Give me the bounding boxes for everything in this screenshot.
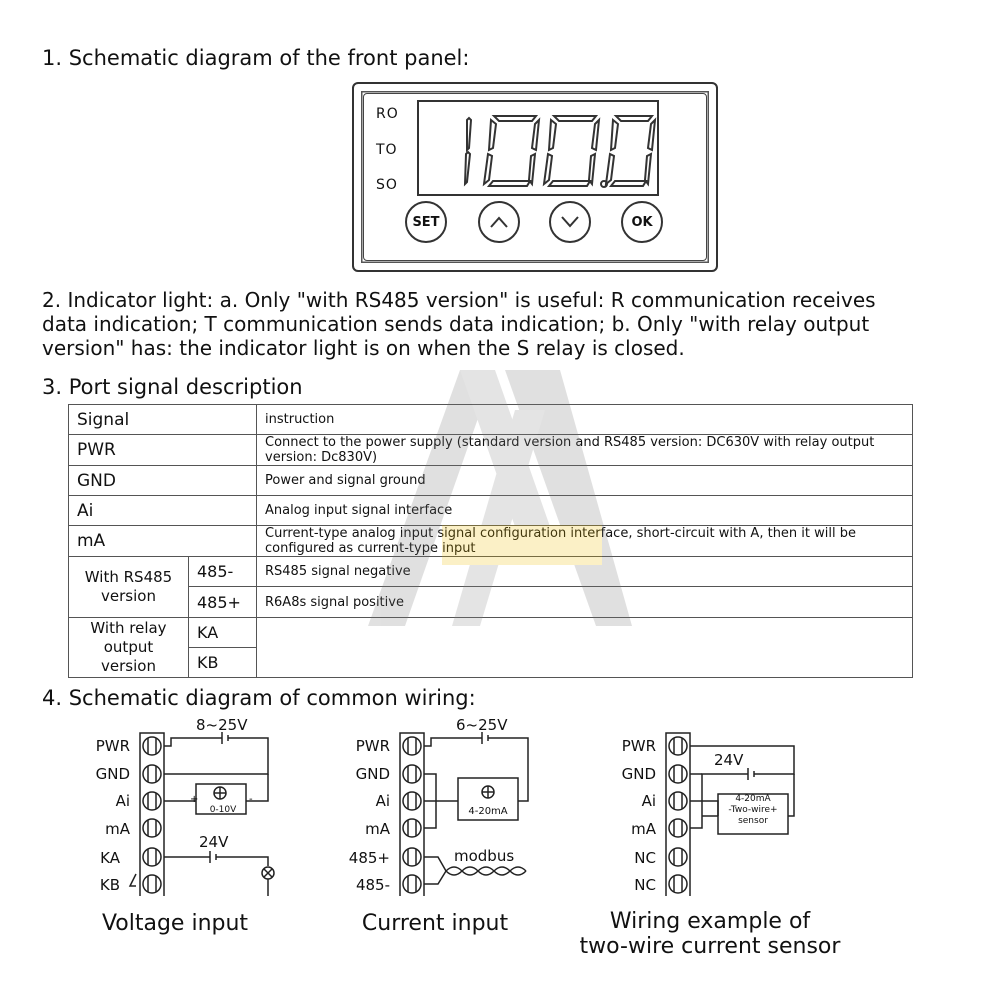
table-row xyxy=(69,435,913,466)
signal-cell: Ai xyxy=(69,496,257,526)
sensor-box-label xyxy=(718,794,788,827)
sub-signal-cell: 485+ xyxy=(189,587,257,618)
instruction-cell: Current-type analog input signal configuration interface, short-circuit with A, then it will be configured as current-type input xyxy=(257,526,913,557)
table-row xyxy=(69,496,913,526)
sensor-line: -Two-wire+ xyxy=(728,805,778,815)
svg-text:-: - xyxy=(249,794,253,805)
sub-signal-cell: KB xyxy=(189,648,257,678)
indicator-so: SO xyxy=(376,177,398,193)
terminal-label: KB xyxy=(99,876,120,894)
terminal-label: NC xyxy=(634,876,656,894)
bus-label: modbus xyxy=(454,847,515,865)
terminal-label: Ai xyxy=(375,792,390,810)
section2-line-1: 2. Indicator light: a. Only "with RS485 version" is useful: R communication receives xyxy=(42,288,876,312)
instruction-cell: R6A8s signal positive xyxy=(257,587,913,618)
wiring-current-input xyxy=(346,716,546,896)
table-row xyxy=(69,557,913,587)
terminal-label: KA xyxy=(100,849,120,867)
seven-segment-display xyxy=(419,102,657,194)
terminal-label: GND xyxy=(355,765,390,783)
down-button[interactable] xyxy=(549,201,591,243)
table-row xyxy=(69,587,913,618)
header-instruction: instruction xyxy=(257,405,913,435)
indicator-to: TO xyxy=(376,142,398,158)
terminal-label: mA xyxy=(631,820,656,838)
instruction-cell: Analog input signal interface xyxy=(257,496,913,526)
terminal-label: NC xyxy=(634,849,656,867)
instruction-cell xyxy=(257,618,913,678)
section1-heading: 1. Schematic diagram of the front panel: xyxy=(42,46,470,70)
header-signal: Signal xyxy=(69,405,257,435)
table-row xyxy=(69,618,913,648)
terminal-label: PWR xyxy=(355,737,390,755)
terminal-label: 485+ xyxy=(348,849,390,867)
port-signal-table xyxy=(68,404,913,678)
sensor-line: sensor xyxy=(738,816,768,826)
section2-line-3: version" has: the indicator light is on when the S relay is closed. xyxy=(42,336,685,360)
caption-line: Wiring example of xyxy=(609,909,811,934)
device-label: 4-20mA xyxy=(468,806,508,817)
supply-voltage-label: 24V xyxy=(714,751,744,769)
group-relay: With relay output version xyxy=(69,618,189,678)
table-row xyxy=(69,466,913,496)
section2-text xyxy=(42,288,982,360)
sub-signal-cell: KA xyxy=(189,618,257,648)
svg-text:+: + xyxy=(190,794,199,805)
indicator-ro: RO xyxy=(376,106,399,122)
signal-cell: PWR xyxy=(69,435,257,466)
caption-line: two-wire current sensor xyxy=(579,934,841,959)
terminal-label: PWR xyxy=(621,737,656,755)
ok-button[interactable]: OK xyxy=(621,201,663,243)
table-header-row xyxy=(69,405,913,435)
terminal-label: mA xyxy=(365,820,390,838)
device-label: 0-10V xyxy=(209,805,237,815)
terminal-label: mA xyxy=(105,820,130,838)
section3-heading: 3. Port signal description xyxy=(42,375,303,399)
instruction-cell: RS485 signal negative xyxy=(257,557,913,587)
terminal-label: PWR xyxy=(95,737,130,755)
caption-current-input: Current input xyxy=(361,911,509,936)
terminal-block-diagram xyxy=(86,716,286,896)
terminal-label: Ai xyxy=(641,792,656,810)
terminal-label: GND xyxy=(621,765,656,783)
wiring-two-wire-sensor xyxy=(612,716,812,896)
terminal-label: Ai xyxy=(115,792,130,810)
sub-signal-cell: 485- xyxy=(189,557,257,587)
table-row xyxy=(69,526,913,557)
caption-two-wire-sensor xyxy=(540,909,880,959)
signal-cell: GND xyxy=(69,466,257,496)
display-screen xyxy=(417,100,659,196)
section2-line-2: data indication; T communication sends data indication; b. Only "with relay output xyxy=(42,312,870,336)
supply-voltage-label: 6~25V xyxy=(456,716,508,734)
terminal-label: 485- xyxy=(355,876,390,894)
group-rs485: With RS485 version xyxy=(69,557,189,618)
instruction-cell: Connect to the power supply (standard version and RS485 version: DC630V with relay output version: Dc830V) xyxy=(257,435,913,466)
terminal-label: GND xyxy=(95,765,130,783)
caption-voltage-input: Voltage input xyxy=(101,911,249,936)
supply-voltage-label: 8~25V xyxy=(196,716,248,734)
chevron-down-icon xyxy=(560,215,580,229)
wiring-voltage-input xyxy=(86,716,286,896)
relay-supply-label: 24V xyxy=(199,833,229,851)
chevron-up-icon xyxy=(489,215,509,229)
up-button[interactable] xyxy=(478,201,520,243)
section4-heading: 4. Schematic diagram of common wiring: xyxy=(42,686,476,710)
set-button[interactable]: SET xyxy=(405,201,447,243)
sensor-line: 4-20mA xyxy=(735,794,771,804)
instruction-cell: Power and signal ground xyxy=(257,466,913,496)
signal-cell: mA xyxy=(69,526,257,557)
